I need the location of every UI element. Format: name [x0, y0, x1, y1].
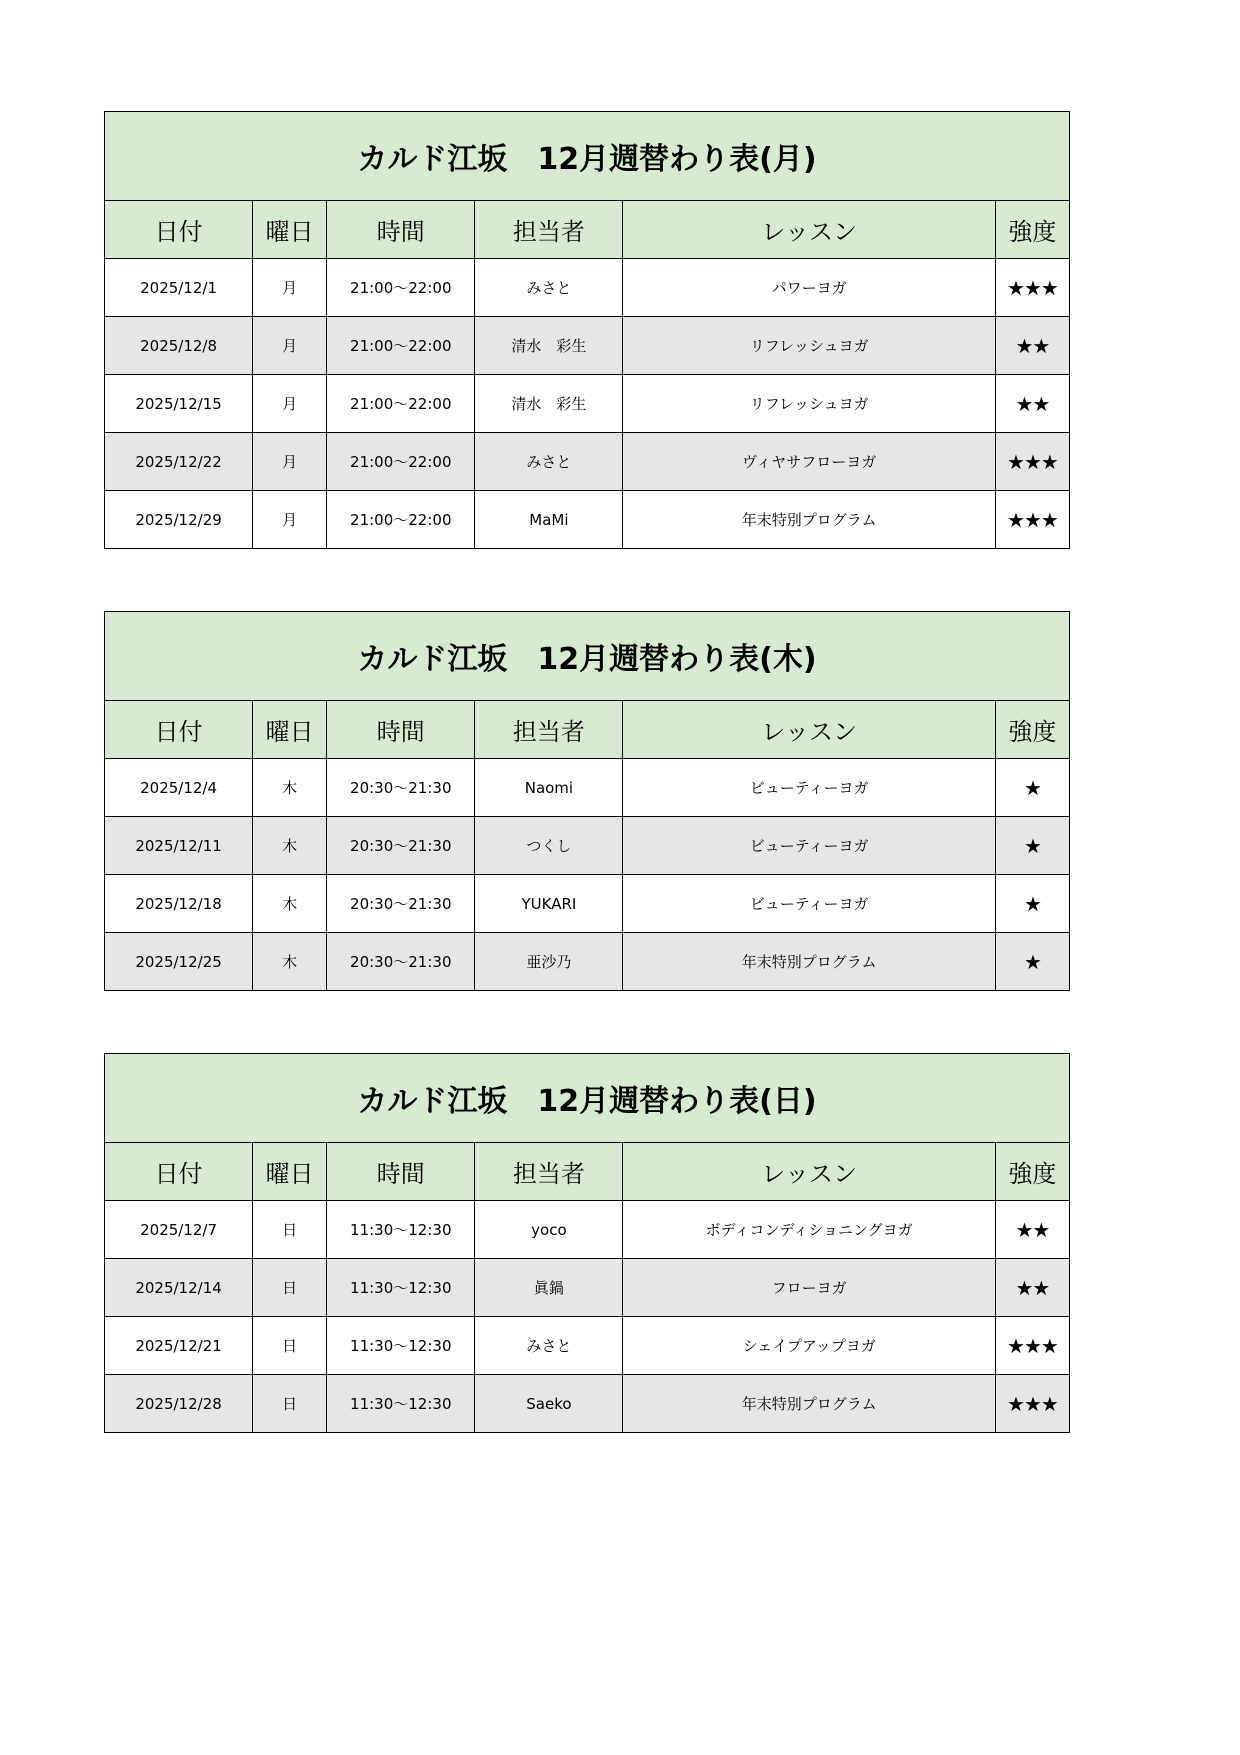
- header-level: 強度: [995, 1143, 1069, 1201]
- header-time: 時間: [327, 201, 475, 259]
- schedule-table-sunday: [104, 1053, 1070, 1433]
- header-time: 時間: [327, 701, 475, 759]
- cell-teacher: YUKARI: [475, 875, 623, 933]
- cell-level: ★★: [995, 1259, 1069, 1317]
- header-date: 日付: [105, 201, 253, 259]
- cell-lesson: ボディコンディショニングヨガ: [623, 1201, 995, 1259]
- table-row: [105, 317, 1070, 375]
- table-row: [105, 875, 1070, 933]
- header-level: 強度: [995, 201, 1069, 259]
- cell-level: ★: [995, 759, 1069, 817]
- cell-teacher: MaMi: [475, 491, 623, 549]
- cell-teacher: 眞鍋: [475, 1259, 623, 1317]
- cell-lesson: ヴィヤサフローヨガ: [623, 433, 995, 491]
- cell-lesson: ビューティーヨガ: [623, 875, 995, 933]
- cell-time: 21:00～22:00: [327, 317, 475, 375]
- cell-day: 月: [253, 433, 327, 491]
- cell-date: 2025/12/21: [105, 1317, 253, 1375]
- header-lesson: レッスン: [623, 1143, 995, 1201]
- cell-lesson: 年末特別プログラム: [623, 933, 995, 991]
- cell-date: 2025/12/1: [105, 259, 253, 317]
- table-title: カルド江坂 12月週替わり表(月): [105, 112, 1070, 201]
- cell-time: 11:30～12:30: [327, 1259, 475, 1317]
- cell-level: ★: [995, 875, 1069, 933]
- cell-date: 2025/12/8: [105, 317, 253, 375]
- table-row: [105, 1375, 1070, 1433]
- cell-teacher: Saeko: [475, 1375, 623, 1433]
- header-level: 強度: [995, 701, 1069, 759]
- schedule-table-monday: [104, 111, 1070, 549]
- cell-level: ★★★: [995, 433, 1069, 491]
- table-row: [105, 375, 1070, 433]
- table-row: [105, 491, 1070, 549]
- header-teacher: 担当者: [475, 701, 623, 759]
- header-teacher: 担当者: [475, 201, 623, 259]
- cell-day: 月: [253, 375, 327, 433]
- cell-level: ★★★: [995, 259, 1069, 317]
- cell-time: 21:00～22:00: [327, 259, 475, 317]
- cell-time: 11:30～12:30: [327, 1317, 475, 1375]
- cell-lesson: ビューティーヨガ: [623, 759, 995, 817]
- cell-level: ★★★: [995, 1375, 1069, 1433]
- header-day: 曜日: [253, 701, 327, 759]
- cell-time: 20:30～21:30: [327, 933, 475, 991]
- cell-teacher: 亜沙乃: [475, 933, 623, 991]
- cell-date: 2025/12/14: [105, 1259, 253, 1317]
- table-row: [105, 759, 1070, 817]
- cell-teacher: Naomi: [475, 759, 623, 817]
- table-row: [105, 1201, 1070, 1259]
- cell-teacher: つくし: [475, 817, 623, 875]
- cell-teacher: みさと: [475, 433, 623, 491]
- header-date: 日付: [105, 701, 253, 759]
- cell-date: 2025/12/28: [105, 1375, 253, 1433]
- cell-date: 2025/12/22: [105, 433, 253, 491]
- cell-lesson: パワーヨガ: [623, 259, 995, 317]
- table-row: [105, 1259, 1070, 1317]
- cell-day: 月: [253, 491, 327, 549]
- cell-time: 21:00～22:00: [327, 375, 475, 433]
- cell-day: 日: [253, 1375, 327, 1433]
- cell-lesson: ビューティーヨガ: [623, 817, 995, 875]
- table-title: カルド江坂 12月週替わり表(木): [105, 612, 1070, 701]
- cell-time: 21:00～22:00: [327, 433, 475, 491]
- cell-date: 2025/12/7: [105, 1201, 253, 1259]
- table-row: [105, 259, 1070, 317]
- cell-time: 20:30～21:30: [327, 875, 475, 933]
- cell-date: 2025/12/18: [105, 875, 253, 933]
- cell-lesson: 年末特別プログラム: [623, 491, 995, 549]
- cell-lesson: フローヨガ: [623, 1259, 995, 1317]
- cell-date: 2025/12/4: [105, 759, 253, 817]
- cell-date: 2025/12/11: [105, 817, 253, 875]
- cell-level: ★★★: [995, 491, 1069, 549]
- header-teacher: 担当者: [475, 1143, 623, 1201]
- table-row: [105, 933, 1070, 991]
- cell-lesson: リフレッシュヨガ: [623, 317, 995, 375]
- cell-level: ★★: [995, 317, 1069, 375]
- table-row: [105, 433, 1070, 491]
- cell-day: 日: [253, 1201, 327, 1259]
- cell-day: 木: [253, 875, 327, 933]
- cell-day: 月: [253, 259, 327, 317]
- cell-date: 2025/12/15: [105, 375, 253, 433]
- header-time: 時間: [327, 1143, 475, 1201]
- cell-level: ★★★: [995, 1317, 1069, 1375]
- table-row: [105, 817, 1070, 875]
- table-title: カルド江坂 12月週替わり表(日): [105, 1054, 1070, 1143]
- cell-time: 11:30～12:30: [327, 1375, 475, 1433]
- cell-day: 木: [253, 759, 327, 817]
- cell-date: 2025/12/29: [105, 491, 253, 549]
- cell-teacher: 清水 彩生: [475, 375, 623, 433]
- cell-teacher: 清水 彩生: [475, 317, 623, 375]
- cell-teacher: みさと: [475, 259, 623, 317]
- header-lesson: レッスン: [623, 201, 995, 259]
- cell-time: 20:30～21:30: [327, 759, 475, 817]
- header-day: 曜日: [253, 1143, 327, 1201]
- cell-day: 木: [253, 933, 327, 991]
- cell-level: ★★: [995, 1201, 1069, 1259]
- cell-day: 日: [253, 1259, 327, 1317]
- cell-level: ★★: [995, 375, 1069, 433]
- cell-lesson: リフレッシュヨガ: [623, 375, 995, 433]
- cell-time: 21:00～22:00: [327, 491, 475, 549]
- cell-time: 20:30～21:30: [327, 817, 475, 875]
- cell-day: 木: [253, 817, 327, 875]
- cell-day: 月: [253, 317, 327, 375]
- cell-date: 2025/12/25: [105, 933, 253, 991]
- cell-day: 日: [253, 1317, 327, 1375]
- cell-lesson: シェイプアップヨガ: [623, 1317, 995, 1375]
- cell-teacher: yoco: [475, 1201, 623, 1259]
- header-day: 曜日: [253, 201, 327, 259]
- cell-time: 11:30～12:30: [327, 1201, 475, 1259]
- cell-level: ★: [995, 933, 1069, 991]
- cell-level: ★: [995, 817, 1069, 875]
- schedule-table-thursday: [104, 611, 1070, 991]
- cell-teacher: みさと: [475, 1317, 623, 1375]
- header-date: 日付: [105, 1143, 253, 1201]
- header-lesson: レッスン: [623, 701, 995, 759]
- cell-lesson: 年末特別プログラム: [623, 1375, 995, 1433]
- table-row: [105, 1317, 1070, 1375]
